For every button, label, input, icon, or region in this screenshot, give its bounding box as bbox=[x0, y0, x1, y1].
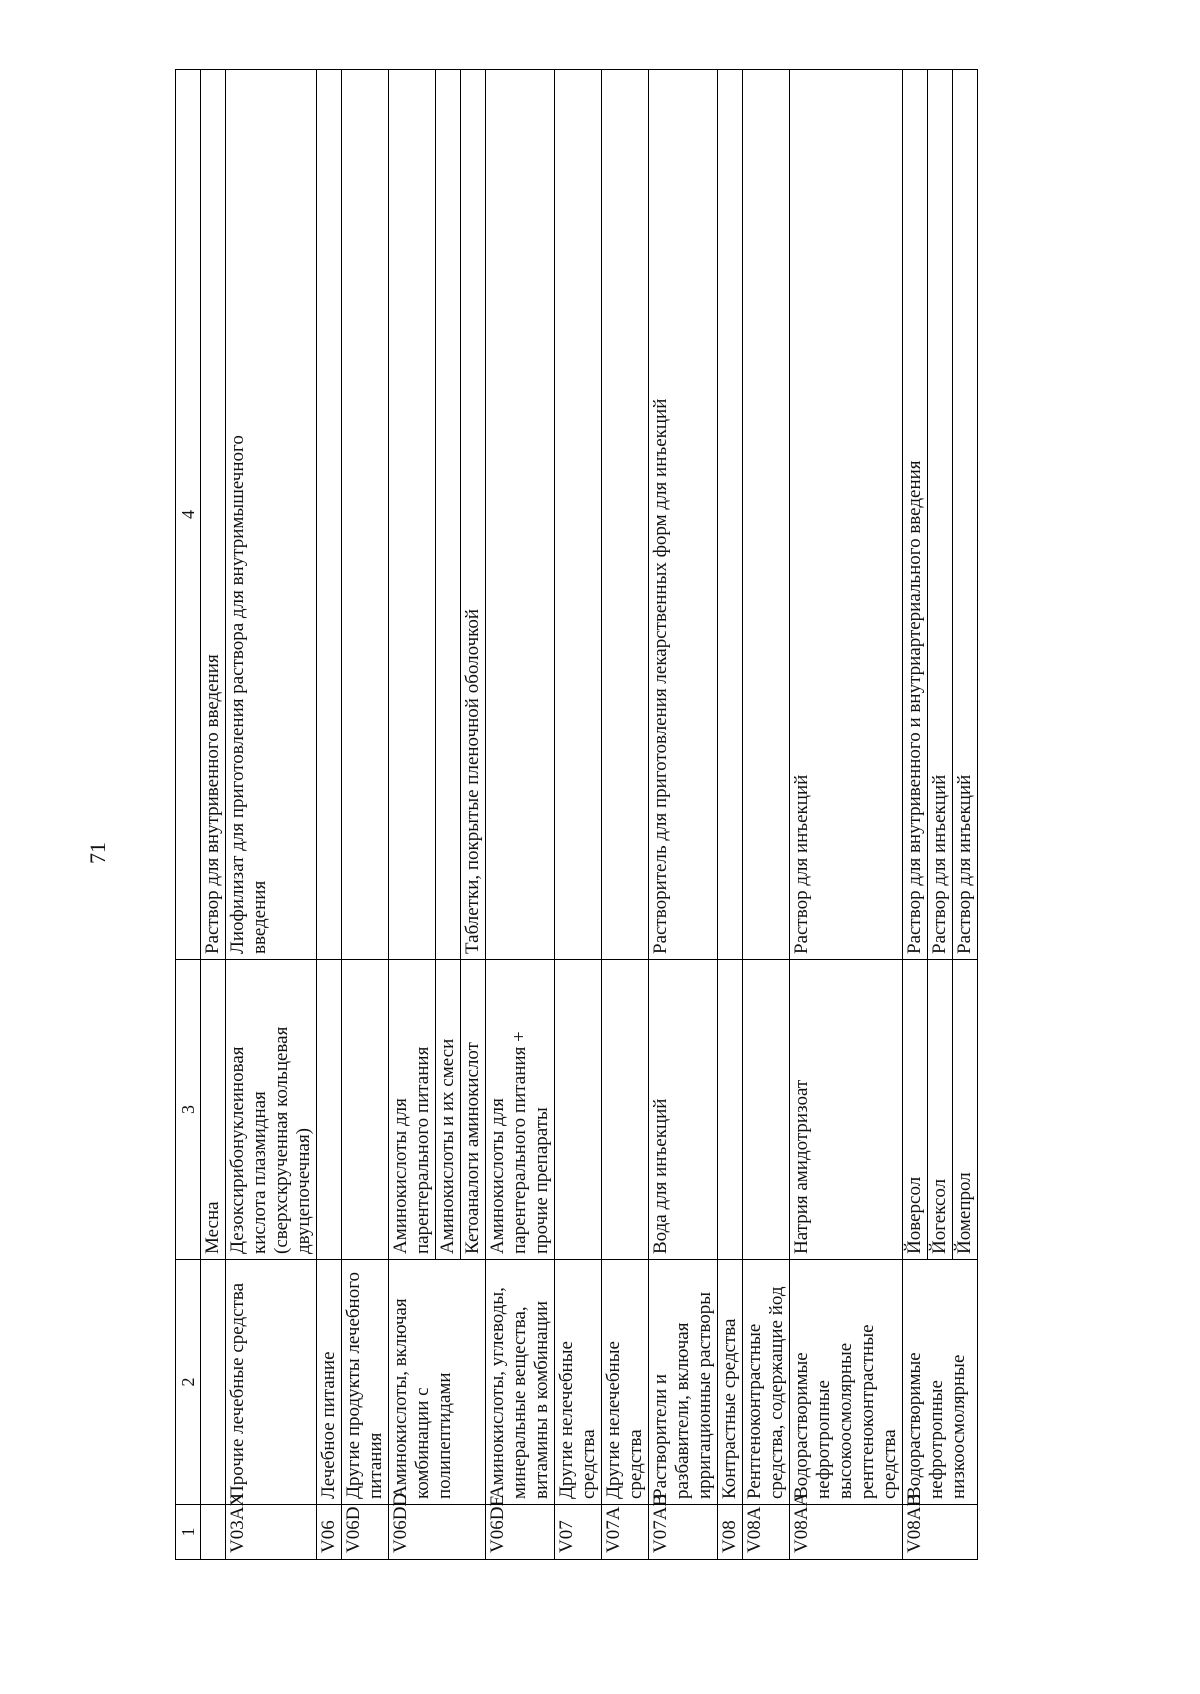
drug-name-cell: Йогексол bbox=[928, 960, 953, 1260]
dosage-form-cell: Раствор для инъекций bbox=[953, 70, 978, 960]
cell-line: нефротропные bbox=[926, 1380, 947, 1499]
cell-line: Аминокислоты для bbox=[390, 1098, 411, 1254]
group-name-cell bbox=[790, 1260, 903, 1505]
cell-line: средства bbox=[879, 1429, 900, 1499]
drug-name-cell bbox=[226, 960, 317, 1260]
atc-code-cell: V07AB bbox=[649, 1505, 718, 1560]
col-header-3: 3 bbox=[176, 960, 201, 1260]
drug-name-cell: Вода для инъекций bbox=[649, 960, 718, 1260]
col-header-2: 2 bbox=[176, 1260, 201, 1505]
dosage-form-cell: Раствор для инъекций bbox=[790, 70, 903, 960]
table-row bbox=[226, 70, 317, 1560]
atc-code-cell: V08A bbox=[743, 1505, 790, 1560]
group-name-cell bbox=[743, 1260, 790, 1505]
table-row bbox=[201, 70, 226, 1560]
atc-code-cell: V07 bbox=[555, 1505, 602, 1560]
table-row bbox=[790, 70, 903, 1560]
group-name-cell: Лечебное питание bbox=[317, 1260, 342, 1505]
dosage-form-cell: Раствор для внутривенного введения bbox=[201, 70, 226, 960]
atc-code-cell: V06DE bbox=[486, 1505, 555, 1560]
cell-line: средства, содержащие йод bbox=[766, 1286, 787, 1499]
drug-name-cell bbox=[743, 960, 790, 1260]
table-row bbox=[486, 70, 555, 1560]
dosage-form-cell bbox=[718, 70, 743, 960]
cell-line: комбинации с bbox=[412, 1387, 433, 1499]
atc-code-cell: V06DD bbox=[389, 1505, 486, 1560]
drug-name-cell bbox=[602, 960, 649, 1260]
cell-line: витамины в комбинации bbox=[531, 1300, 552, 1499]
dosage-form-cell bbox=[743, 70, 790, 960]
drug-name-cell bbox=[389, 960, 436, 1260]
col-header-4: 4 bbox=[176, 70, 201, 960]
cell-line: Водорастворимые bbox=[791, 1352, 812, 1499]
cell-line: полипептидами bbox=[434, 1372, 455, 1499]
group-name-cell: Контрастные средства bbox=[718, 1260, 743, 1505]
dosage-form-cell: Растворитель для приготовления лекарственных форм для инъекций bbox=[649, 70, 718, 960]
cell-line: Аминокислоты, включая bbox=[390, 1298, 411, 1499]
drug-name-cell: Месна bbox=[201, 960, 226, 1260]
dosage-form-cell: Раствор для инъекций bbox=[928, 70, 953, 960]
group-name-cell bbox=[486, 1260, 555, 1505]
cell-line: кислота плазмидная bbox=[249, 1091, 270, 1254]
dosage-form-cell bbox=[486, 70, 555, 960]
atc-code-cell: V06 bbox=[317, 1505, 342, 1560]
page-number: 71 bbox=[85, 842, 110, 864]
cell-line: парентерального питания bbox=[412, 1046, 433, 1254]
table-row bbox=[389, 70, 436, 1560]
cell-line: Рентгеноконтрастные bbox=[744, 1323, 765, 1499]
drug-name-cell bbox=[555, 960, 602, 1260]
table-row bbox=[718, 70, 743, 1560]
drug-name-cell bbox=[342, 960, 389, 1260]
cell-line: средства bbox=[578, 1429, 599, 1499]
table-row bbox=[555, 70, 602, 1560]
cell-line: низкоосмолярные bbox=[948, 1354, 969, 1499]
drug-name-cell bbox=[718, 960, 743, 1260]
atc-code-cell: V03AX bbox=[226, 1505, 317, 1560]
drug-name-cell bbox=[317, 960, 342, 1260]
cell-line: высокоосмолярные bbox=[835, 1342, 856, 1499]
dosage-form-cell: Таблетки, покрытые пленочной оболочкой bbox=[461, 70, 486, 960]
drug-name-cell: Йомепрол bbox=[953, 960, 978, 1260]
cell-line: Аминокислоты для bbox=[487, 1098, 508, 1254]
dosage-form-cell bbox=[555, 70, 602, 960]
group-name-cell bbox=[342, 1260, 389, 1505]
dosage-form-cell bbox=[436, 70, 461, 960]
cell-line: введения bbox=[249, 880, 270, 954]
table-row bbox=[317, 70, 342, 1560]
cell-line: разбавители, включая bbox=[672, 1322, 693, 1499]
cell-line: парентерального питания + bbox=[509, 1031, 530, 1254]
cell-line: (сверхскрученная кольцевая bbox=[271, 1026, 292, 1254]
cell-line: средства bbox=[625, 1429, 646, 1499]
cell-line: Другие нелечебные bbox=[556, 1341, 577, 1499]
cell-line: прочие препараты bbox=[531, 1107, 552, 1254]
cell-line: Водорастворимые bbox=[904, 1352, 925, 1499]
cell-line: Дезоксирибонуклеиновая bbox=[227, 1046, 248, 1254]
dosage-form-cell bbox=[226, 70, 317, 960]
group-name-cell bbox=[389, 1260, 486, 1505]
dosage-form-cell bbox=[602, 70, 649, 960]
cell-line: Другие нелечебные bbox=[603, 1341, 624, 1499]
group-name-cell bbox=[903, 1260, 978, 1505]
table-row bbox=[743, 70, 790, 1560]
dosage-form-cell bbox=[317, 70, 342, 960]
cell-line: Лиофилизат для приготовления раствора для внутримышечного bbox=[227, 435, 248, 954]
cell-line: Растворители и bbox=[650, 1373, 671, 1499]
cell-line: ирригационные растворы bbox=[694, 1292, 715, 1499]
atc-code-cell: V08 bbox=[718, 1505, 743, 1560]
cell-line: минеральные вещества, bbox=[509, 1306, 530, 1499]
table-row bbox=[903, 70, 928, 1560]
atc-code-cell: V08AB bbox=[903, 1505, 978, 1560]
atc-code-cell: V07A bbox=[602, 1505, 649, 1560]
table-row bbox=[342, 70, 389, 1560]
cell-line: рентгеноконтрастные bbox=[857, 1324, 878, 1499]
col-header-1: 1 bbox=[176, 1505, 201, 1560]
dosage-form-cell bbox=[342, 70, 389, 960]
drug-name-cell: Натрия амидотризоат bbox=[790, 960, 903, 1260]
drug-classification-table bbox=[175, 69, 978, 1560]
cell-line: Аминокислоты, углеводы, bbox=[487, 1287, 508, 1499]
group-name-cell: Прочие лечебные средства bbox=[226, 1260, 317, 1505]
atc-code-cell bbox=[201, 1505, 226, 1560]
drug-name-cell: Йоверсол bbox=[903, 960, 928, 1260]
header-row bbox=[176, 70, 201, 1560]
drug-name-cell: Аминокислоты и их смеси bbox=[436, 960, 461, 1260]
cell-line: питания bbox=[365, 1432, 386, 1499]
rotated-table-container bbox=[175, 70, 1125, 1560]
drug-name-cell: Кетоаналоги аминокислот bbox=[461, 960, 486, 1260]
group-name-cell bbox=[649, 1260, 718, 1505]
group-name-cell bbox=[201, 1260, 226, 1505]
table-row bbox=[602, 70, 649, 1560]
drug-name-cell bbox=[486, 960, 555, 1260]
dosage-form-cell: Раствор для внутривенного и внутриартериального введения bbox=[903, 70, 928, 960]
table-row bbox=[649, 70, 718, 1560]
atc-code-cell: V06D bbox=[342, 1505, 389, 1560]
cell-line: двуцепочечная) bbox=[293, 1127, 314, 1254]
cell-line: нефротропные bbox=[813, 1380, 834, 1499]
group-name-cell bbox=[555, 1260, 602, 1505]
dosage-form-cell bbox=[389, 70, 436, 960]
cell-line: Другие продукты лечебного bbox=[343, 1271, 364, 1499]
group-name-cell bbox=[602, 1260, 649, 1505]
atc-code-cell: V08AA bbox=[790, 1505, 903, 1560]
